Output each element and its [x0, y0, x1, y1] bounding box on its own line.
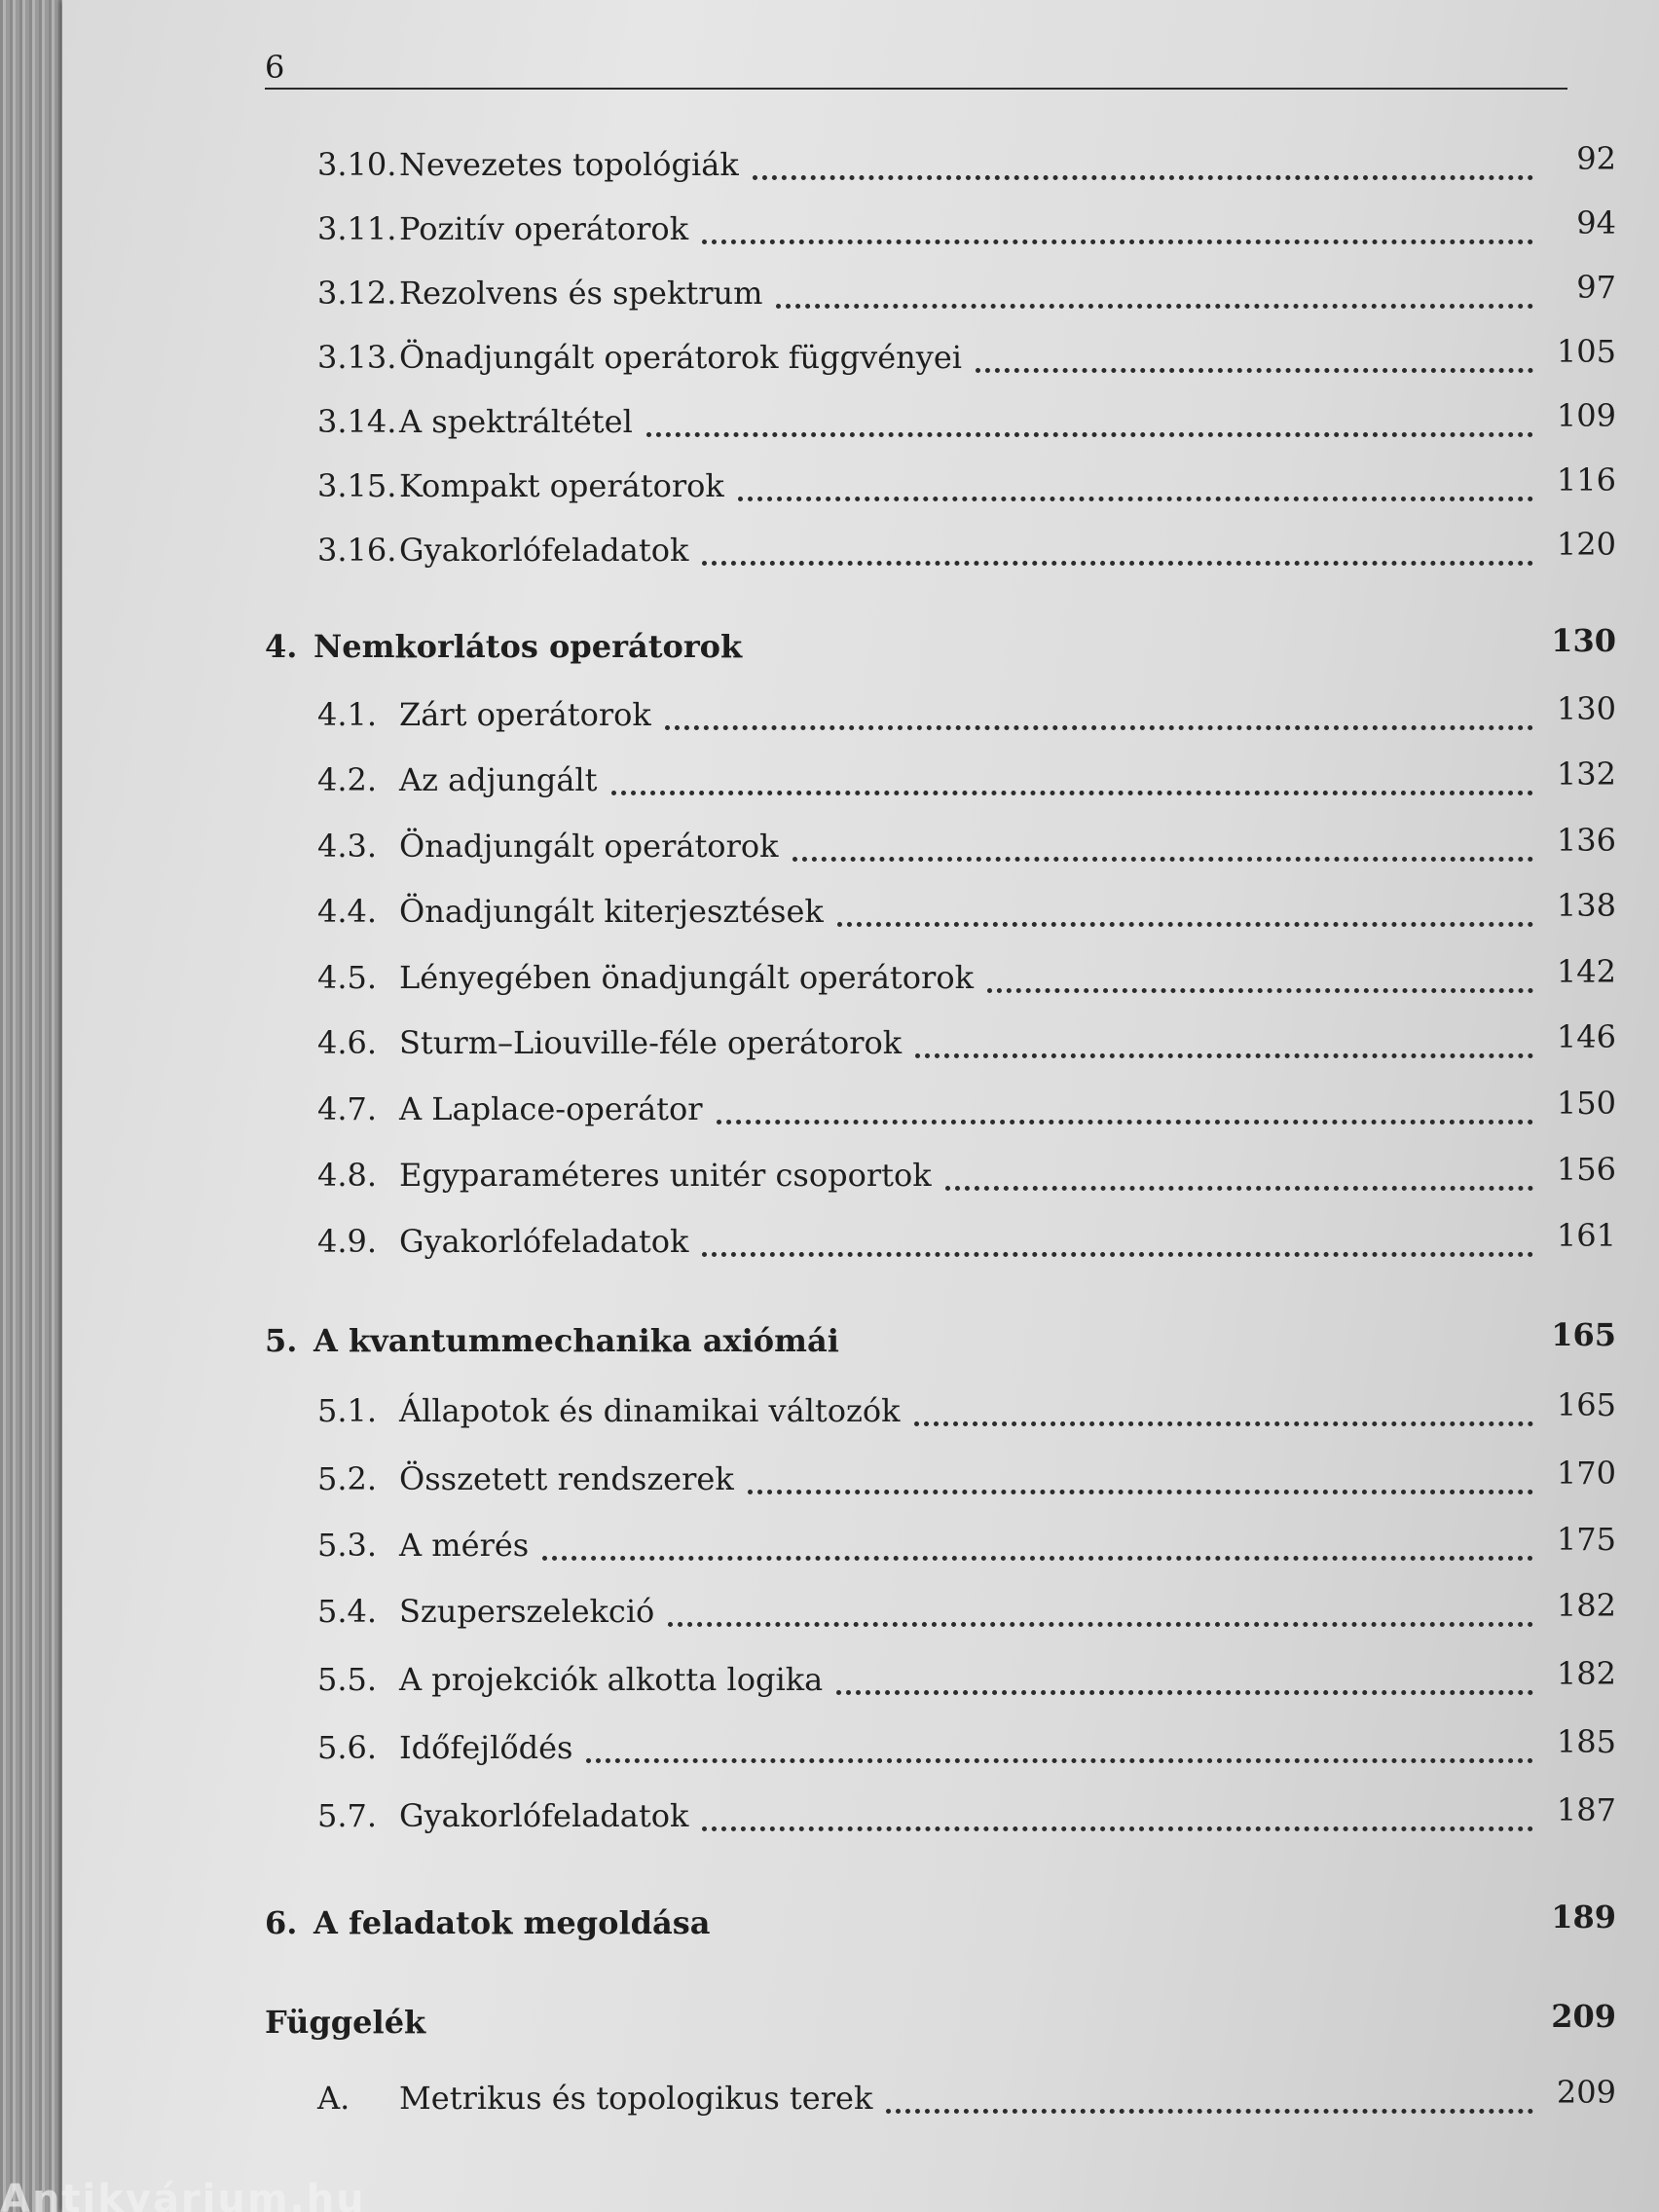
toc-entry-title: Kompakt operátorok [399, 467, 724, 504]
header-rule [265, 88, 1567, 90]
toc-entry-title: Pozitív operátorok [399, 210, 689, 247]
toc-entry-number: 3.15. [317, 467, 397, 504]
toc-entry-page: 130 [1551, 622, 1616, 659]
toc-entry-number: 5.1. [317, 1392, 378, 1429]
toc-entry-page: 156 [1556, 1151, 1616, 1188]
toc-chapter-row [0, 1998, 1659, 2046]
toc-entry-title: Rezolvens és spektrum [399, 275, 763, 312]
toc-dot-leader [945, 1157, 1533, 1191]
toc-dot-leader [987, 959, 1533, 993]
toc-entry-title: Időfejlődés [399, 1729, 573, 1766]
toc-entry-title: Önadjungált operátorok függvényei [399, 339, 962, 376]
toc-entry-page: 132 [1556, 756, 1616, 793]
toc-entry-page: 175 [1556, 1521, 1616, 1558]
toc-entry-title: Nemkorlátos operátorok [313, 628, 743, 665]
toc-entry-page: 165 [1551, 1316, 1616, 1353]
toc-section-row [0, 2074, 1659, 2122]
toc-entry-title: Önadjungált kiterjesztések [399, 893, 824, 930]
toc-section-row [0, 756, 1659, 804]
toc-entry-number: 4.4. [317, 893, 378, 930]
toc-entry-page: 182 [1556, 1655, 1616, 1692]
toc-entry-title: Állapotok és dinamikai változók [399, 1392, 901, 1429]
page-number: 6 [265, 49, 285, 86]
toc-entry-number: 6. [265, 1904, 298, 1941]
toc-entry-page: 94 [1576, 204, 1616, 241]
toc-entry-title: A Laplace-operátor [399, 1090, 703, 1127]
toc-entry-number: 4.1. [317, 696, 378, 733]
toc-section-row [0, 204, 1659, 253]
toc-entry-page: 189 [1551, 1899, 1616, 1936]
toc-chapter-row [0, 1899, 1659, 1947]
watermark-text: Antikvárium.hu [0, 2177, 366, 2212]
toc-dot-leader [886, 2080, 1533, 2114]
toc-entry-page: 105 [1556, 333, 1616, 370]
toc-entry-page: 209 [1551, 1998, 1616, 2035]
toc-entry-page: 97 [1576, 269, 1616, 306]
toc-entry-number: 4.9. [317, 1223, 378, 1260]
toc-entry-number: 4.5. [317, 959, 378, 996]
toc-chapter-row [0, 622, 1659, 671]
toc-entry-title: Lényegében önadjungált operátorok [399, 959, 974, 996]
toc-entry-number: 3.13. [317, 339, 397, 376]
toc-dot-leader [646, 403, 1533, 437]
toc-entry-page: 138 [1556, 887, 1616, 924]
toc-section-row [0, 1655, 1659, 1704]
toc-dot-leader [542, 1527, 1533, 1561]
toc-entry-title: A kvantummechanika axiómái [313, 1322, 839, 1359]
toc-entry-page: 92 [1576, 140, 1616, 177]
toc-dot-leader [748, 1460, 1533, 1494]
toc-section-row [0, 526, 1659, 574]
toc-entry-number: 4.2. [317, 761, 378, 798]
toc-dot-leader [793, 828, 1533, 862]
toc-entry-number: 4.6. [317, 1024, 378, 1061]
toc-entry-page: 142 [1556, 953, 1616, 990]
toc-dot-leader [702, 210, 1533, 244]
toc-entry-title: A feladatok megoldása [313, 1904, 711, 1941]
toc-entry-title: Zárt operátorok [399, 696, 651, 733]
toc-entry-page: 130 [1556, 690, 1616, 727]
toc-entry-number: 4.7. [317, 1090, 378, 1127]
toc-dot-leader [717, 1090, 1533, 1124]
toc-section-row [0, 140, 1659, 189]
toc-entry-number: 5. [265, 1322, 298, 1359]
toc-entry-title: Az adjungált [399, 761, 598, 798]
toc-entry-page: 120 [1556, 526, 1616, 563]
toc-entry-number: 3.10. [317, 146, 397, 183]
toc-entry-page: 116 [1556, 461, 1616, 498]
toc-entry-page: 209 [1556, 2074, 1616, 2111]
toc-entry-title: Nevezetes topológiák [399, 146, 739, 183]
toc-entry-page: 146 [1556, 1018, 1616, 1055]
toc-section-row [0, 690, 1659, 739]
toc-entry-title: Önadjungált operátorok [399, 828, 779, 865]
toc-entry-number: 3.12. [317, 275, 397, 312]
toc-entry-number: 5.3. [317, 1527, 378, 1564]
toc-entry-title: A spektráltétel [399, 403, 633, 440]
toc-dot-leader [976, 339, 1533, 373]
toc-section-row [0, 887, 1659, 936]
toc-entry-number: A. [317, 2080, 350, 2117]
toc-entry-number: 5.6. [317, 1729, 378, 1766]
toc-dot-leader [702, 532, 1533, 566]
toc-entry-title: Összetett rendszerek [399, 1460, 734, 1497]
toc-entry-title: A mérés [399, 1527, 530, 1564]
toc-section-row [0, 1791, 1659, 1840]
toc-entry-number: 4.8. [317, 1157, 378, 1194]
toc-chapter-row [0, 1316, 1659, 1365]
toc-entry-page: 185 [1556, 1723, 1616, 1760]
toc-section-row [0, 1151, 1659, 1199]
toc-entry-page: 150 [1556, 1085, 1616, 1122]
toc-section-row [0, 1085, 1659, 1133]
toc-entry-title: Egyparaméteres unitér csoportok [399, 1157, 932, 1194]
toc-entry-title: A projekciók alkotta logika [399, 1661, 824, 1698]
toc-dot-leader [915, 1024, 1533, 1058]
toc-entry-number: 4.3. [317, 828, 378, 865]
toc-entry-title: Metrikus és topologikus terek [399, 2080, 873, 2117]
toc-entry-title: Sturm–Liouville-féle operátorok [399, 1024, 903, 1061]
toc-entry-page: 182 [1556, 1587, 1616, 1624]
toc-dot-leader [837, 893, 1533, 927]
toc-section-row [0, 333, 1659, 382]
toc-dot-leader [586, 1729, 1533, 1763]
toc-entry-number: 3.14. [317, 403, 397, 440]
toc-entry-number: 3.16. [317, 532, 397, 569]
toc-dot-leader [776, 275, 1533, 309]
toc-section-row [0, 953, 1659, 1002]
toc-dot-leader [611, 761, 1534, 795]
toc-entry-number: 5.4. [317, 1593, 378, 1630]
toc-section-row [0, 1217, 1659, 1266]
toc-section-row [0, 1455, 1659, 1503]
toc-entry-number: 4. [265, 628, 298, 665]
toc-entry-page: 136 [1556, 822, 1616, 859]
toc-entry-page: 161 [1556, 1217, 1616, 1254]
toc-entry-page: 170 [1556, 1455, 1616, 1492]
toc-section-row [0, 1723, 1659, 1772]
toc-section-row [0, 822, 1659, 870]
toc-dot-leader [914, 1392, 1533, 1426]
toc-section-row [0, 1018, 1659, 1067]
toc-entry-number: 5.2. [317, 1460, 378, 1497]
toc-entry-page: 165 [1556, 1386, 1616, 1423]
toc-dot-leader [668, 1593, 1533, 1627]
toc-entry-title: Gyakorlófeladatok [399, 1223, 689, 1260]
toc-entry-title: Gyakorlófeladatok [399, 532, 689, 569]
toc-dot-leader [665, 696, 1533, 730]
toc-dot-leader [738, 467, 1533, 501]
toc-section-row [0, 1386, 1659, 1435]
toc-entry-title: Szuperszelekció [399, 1593, 655, 1630]
toc-entry-page: 187 [1556, 1791, 1616, 1828]
toc-dot-leader [702, 1797, 1533, 1831]
toc-dot-leader [702, 1223, 1533, 1257]
toc-section-row [0, 1521, 1659, 1569]
toc-dot-leader [836, 1661, 1533, 1695]
toc-section-row [0, 461, 1659, 510]
toc-entry-page: 109 [1556, 397, 1616, 434]
toc-entry-number: 3.11. [317, 210, 397, 247]
toc-entry-title: Függelék [265, 2004, 426, 2041]
toc-dot-leader [753, 146, 1533, 180]
toc-section-row [0, 397, 1659, 446]
toc-entry-number: 5.5. [317, 1661, 378, 1698]
toc-section-row [0, 269, 1659, 317]
toc-section-row [0, 1587, 1659, 1636]
toc-entry-title: Gyakorlófeladatok [399, 1797, 689, 1834]
toc-entry-number: 5.7. [317, 1797, 378, 1834]
